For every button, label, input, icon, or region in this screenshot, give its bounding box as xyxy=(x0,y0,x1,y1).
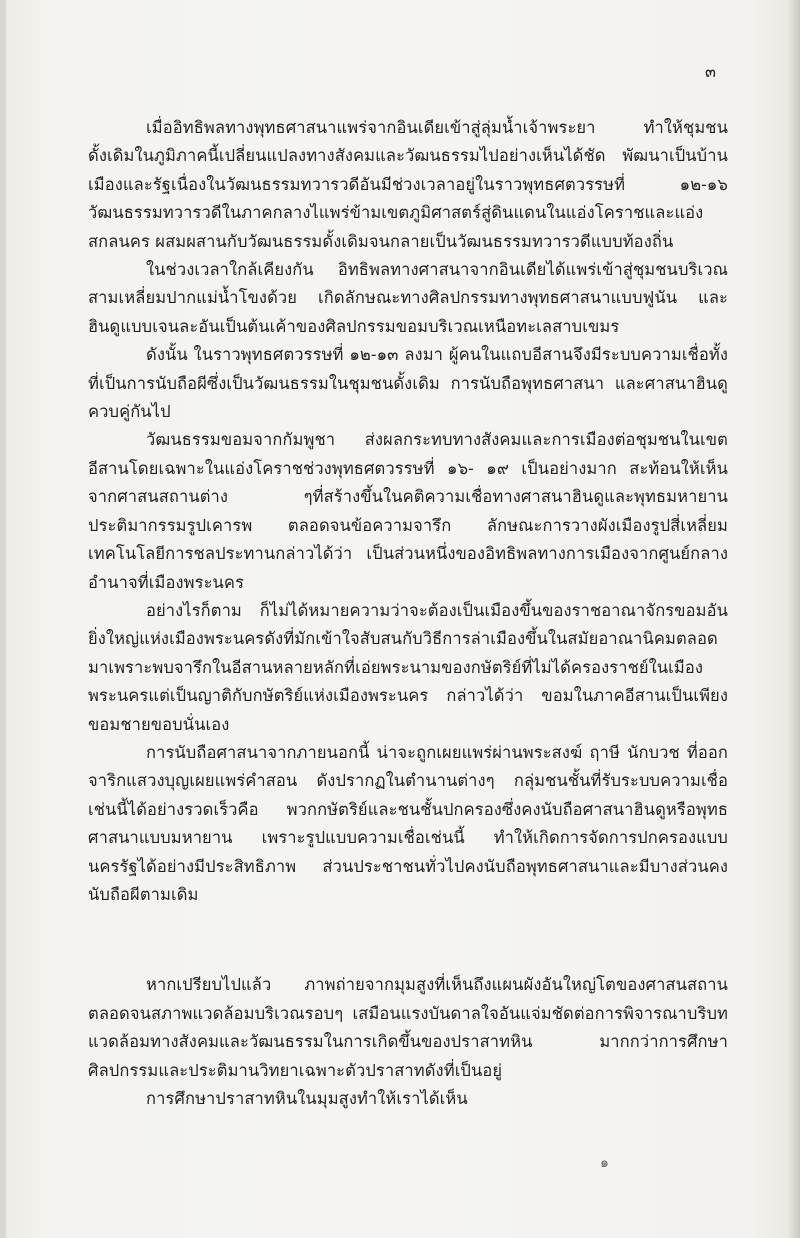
body-text xyxy=(88,114,728,1113)
paragraph-study-intro: การศึกษาปราสาทหินในมุมสูงทำให้เราได้เห็น xyxy=(146,1089,468,1108)
paragraph-however: อย่างไรก็ตาม ก็ไม่ได้หมายความว่าจะต้องเป็นเมืองขึ้นของราชอาณาจักรขอมอันยิ่งใหญ่แห่งเมืองพระนครดังที่มักเข้าใจสับสนกับวิธีการล่าเมืองขึ้นในสมัยอาณานิคมตลอดมาเพราะพบจารึกในอีสานหลายหลักที่เอ่ยพระนามของกษัตริย์ที่ไม่ได้ครองราชย์ในเมืองพระนครแต่เป็นญาติกับกษัตริย์แห่งเมืองพระนคร กล่าวได้ว่า ขอมในภาคอีสานเป็นเพียงขอมชายขอบนั่นเอง xyxy=(88,600,728,734)
bottom-page-mark: ๑ xyxy=(600,1155,609,1171)
page-left-edge xyxy=(0,0,6,1238)
paragraph-religion-spread: การนับถือศาสนาจากภายนอกนี้ น่าจะถูกเผยแพร่ผ่านพระสงฆ์ ฤาษี นักบวช ที่ออกจาริกแสวงบุญเผยแพร่คำสอน ดังปรากฏในตำนานต่างๆ กลุ่มชนชั้นที่รับระบบความเชื่อเช่นนี้ได้อย่างรวดเร็วคือ พวกกษัตริย์และชนชั้นปกครองซึ่งคงนับถือศาสนาฮินดูหรือพุทธศาสนาแบบมหายาน เพราะรูปแบบความเชื่อเช่นนี้ ทำให้เกิดการจัดการปกครองแบบนครรัฐได้อย่างมีประสิทธิภาพ ส่วนประชาชนทั่วไปคงนับถือพุทธศาสนาและมีบางส่วนคงนับถือผีตามเดิม xyxy=(88,742,728,904)
paragraph-beliefs: ดังนั้น ในราวพุทธศตวรรษที่ ๑๒-๑๓ ลงมา ผู้คนในแถบอีสานจึงมีระบบความเชื่อทั้งที่เป็นการนับถือผีซึ่งเป็นวัฒนธรรมในชุมชนดั้งเดิม การนับถือพุทธศาสนา และศาสนาฮินดูควบคู่กันไป xyxy=(88,345,728,422)
paragraph-dvaravati: เมื่ออิทธิพลทางพุทธศาสนาแพร่จากอินเดียเข้าสู่ลุ่มน้ำเจ้าพระยา ทำให้ชุมชนดั้งเดิมในภูมิภาคนี้เปลี่ยนแปลงทางสังคมและวัฒนธรรมไปอย่างเห็นได้ชัด พัฒนาเป็นบ้านเมืองและรัฐเนื่องในวัฒนธรรมทวารวดีอันมีช่วงเวลาอยู่ในราวพุทธศตวรรษที่ ๑๒-๑๖ วัฒนธรรมทวารวดีในภาคกลางไแพร่ข้ามเขตภูมิศาสตร์สู่ดินแดนในแอ่งโคราชและแอ่งสกลนคร ผสมผสานกับวัฒนธรรมดั้งเดิมจนกลายเป็นวัฒนธรรมทวารวดีแบบท้องถิ่น xyxy=(88,118,728,251)
page-number: ๓ xyxy=(705,62,716,81)
paragraph-aerial-photos: หากเปรียบไปแล้ว ภาพถ่ายจากมุมสูงที่เห็นถึงแผนผังอันใหญ่โตของศาสนสถานตลอดจนสภาพแวดล้อมบริเวณรอบๆ เสมือนแรงบันดาลใจอันแจ่มชัดต่อการพิจารณาบริบทแวดล้อมทางสังคมและวัฒนธรรมในการเกิดขึ้นของปราสาทหิน มากกว่าการศึกษาศิลปกรรมและประติมานวิทยาเฉพาะตัวปราสาทดังที่เป็นอยู่ xyxy=(88,975,728,1080)
section-gap xyxy=(88,909,728,971)
page-right-edge xyxy=(788,0,800,1238)
paragraph-funan-chenla: ในช่วงเวลาใกล้เคียงกัน อิทธิพลทางศาสนาจากอินเดียได้แพร่เข้าสู่ชุมชนบริเวณสามเหลี่ยมปากแม่น้ำโขงด้วย เกิดลักษณะทางศิลปกรรมทางพุทธศาสนาแบบฟูนัน และฮินดูแบบเจนละอันเป็นต้นเค้าของศิลปกรรมขอมบริเวณเหนือทะเลสาบเขมร xyxy=(88,260,728,336)
paragraph-khmer-culture: วัฒนธรรมขอมจากกัมพูชา ส่งผลกระทบทางสังคมและการเมืองต่อชุมชนในเขตอีสานโดยเฉพาะในแอ่งโคราชช่วงพุทธศตวรรษที่ ๑๖- ๑๙ เป็นอย่างมาก สะท้อนให้เห็นจากศาสนสถานต่าง ๆที่สร้างขึ้นในคติความเชื่อทางศาสนาฮินดูและพุทธมหายาน ประติมากรรมรูปเคารพ ตลอดจนข้อความจารึก ลักษณะการวางผังเมืองรูปสี่เหลี่ยม เทคโนโลยีการชลประทานกล่าวได้ว่า เป็นส่วนหนึ่งของอิทธิพลทางการเมืองจากศูนย์กลางอำนาจที่เมืองพระนคร xyxy=(88,430,728,592)
